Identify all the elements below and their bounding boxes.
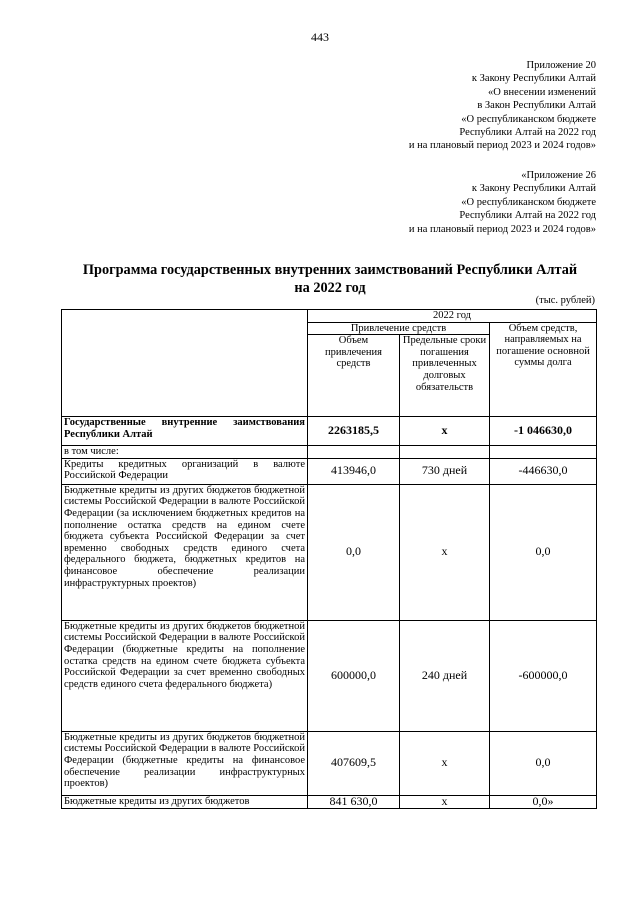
- table-row: [62, 484, 597, 620]
- appendix-header-26: [409, 169, 596, 236]
- table-header-row: [62, 310, 597, 323]
- table-row: [62, 417, 597, 446]
- header-line: к Закону Республики Алтай: [471, 73, 596, 85]
- row-term: х: [400, 731, 490, 795]
- row-volume: [308, 446, 400, 459]
- row-name: Кредиты кредитных организаций в валюте Российской Федерации: [62, 458, 308, 484]
- page-number: 443: [311, 30, 329, 44]
- table-row: [62, 731, 597, 795]
- header-empty-cell: [62, 310, 308, 417]
- header-volume: Объем привлечения средств: [308, 335, 400, 417]
- row-volume: 407609,5: [308, 731, 400, 795]
- table-row: [62, 795, 597, 808]
- row-volume: 600000,0: [308, 620, 400, 731]
- header-line: в Закон Республики Алтай: [477, 100, 596, 112]
- title-line: Программа государственных внутренних заимствований Республики Алтай: [82, 262, 578, 278]
- row-name: Бюджетные кредиты из других бюджетов бюджетной системы Российской Федерации в валюте Российской Федерации (бюджетные кредиты на финансовое обеспечение реализации инфраструктурных проектов): [62, 731, 308, 795]
- row-term: [400, 446, 490, 459]
- header-line: и на плановый период 2023 и 2024 годов»: [408, 140, 596, 152]
- header-terms: Предельные сроки погашения привлеченных долговых обязательств: [400, 335, 490, 417]
- row-repayment: -600000,0: [490, 620, 597, 731]
- row-repayment: 0,0: [490, 731, 597, 795]
- row-name: в том числе:: [62, 446, 308, 459]
- row-volume: 841 630,0: [308, 795, 400, 808]
- row-repayment: -446630,0: [490, 458, 597, 484]
- table-row: [62, 458, 597, 484]
- row-repayment: -1 046630,0: [490, 417, 597, 446]
- borrowing-program-table: [61, 309, 597, 809]
- row-volume: 0,0: [308, 484, 400, 620]
- row-name: Бюджетные кредиты из других бюджетов бюджетной системы Российской Федерации в валюте Российской Федерации (за исключением бюджетных кредитов на пополнение остатка средств на едином счете бюджета субъекта Российской Федерации за счет временно свободных средств единого счета федерального бюджета, бюджетных кредитов на финансовое обеспечение реализации инфраструктурных проектов): [62, 484, 308, 620]
- document-title: [40, 261, 620, 297]
- header-year: 2022 год: [308, 310, 597, 323]
- header-line: «О внесении изменений: [488, 86, 596, 98]
- header-repayment: Объем средств, направляемых на погашение основной суммы долга: [490, 322, 597, 417]
- row-term: 730 дней: [400, 458, 490, 484]
- header-line: Республики Алтай на 2022 год: [459, 127, 596, 139]
- header-line: и на плановый период 2023 и 2024 годов»: [408, 223, 596, 235]
- row-volume: 413946,0: [308, 458, 400, 484]
- row-volume: 2263185,5: [308, 417, 400, 446]
- header-line: Приложение 20: [526, 60, 596, 71]
- header-line: «О республиканском бюджете: [461, 196, 596, 208]
- table-row: [62, 620, 597, 731]
- row-term: 240 дней: [400, 620, 490, 731]
- header-attraction: Привлечение средств: [308, 322, 490, 335]
- appendix-header-20: [409, 59, 596, 153]
- header-line: «Приложение 26: [521, 170, 596, 181]
- row-repayment: 0,0»: [490, 795, 597, 808]
- row-name: Государственные внутренние заимствования Республики Алтай: [62, 417, 308, 446]
- table-row: [62, 446, 597, 459]
- row-name: Бюджетные кредиты из других бюджетов бюджетной системы Российской Федерации в валюте Российской Федерации (бюджетные кредиты на пополнение остатка средств на едином счете бюджета субъекта Российской Федерации за счет временно свободных средств единого счета федерального бюджета): [62, 620, 308, 731]
- row-term: х: [400, 484, 490, 620]
- title-line: на 2022 год: [294, 280, 366, 296]
- row-repayment: 0,0: [490, 484, 597, 620]
- row-term: х: [400, 417, 490, 446]
- header-line: «О республиканском бюджете: [461, 113, 596, 125]
- row-name: Бюджетные кредиты из других бюджетов: [62, 795, 308, 808]
- header-line: к Закону Республики Алтай: [471, 183, 596, 195]
- row-term: х: [400, 795, 490, 808]
- row-repayment: [490, 446, 597, 459]
- header-line: Республики Алтай на 2022 год: [459, 210, 596, 222]
- units-label: (тыс. рублей): [535, 295, 595, 306]
